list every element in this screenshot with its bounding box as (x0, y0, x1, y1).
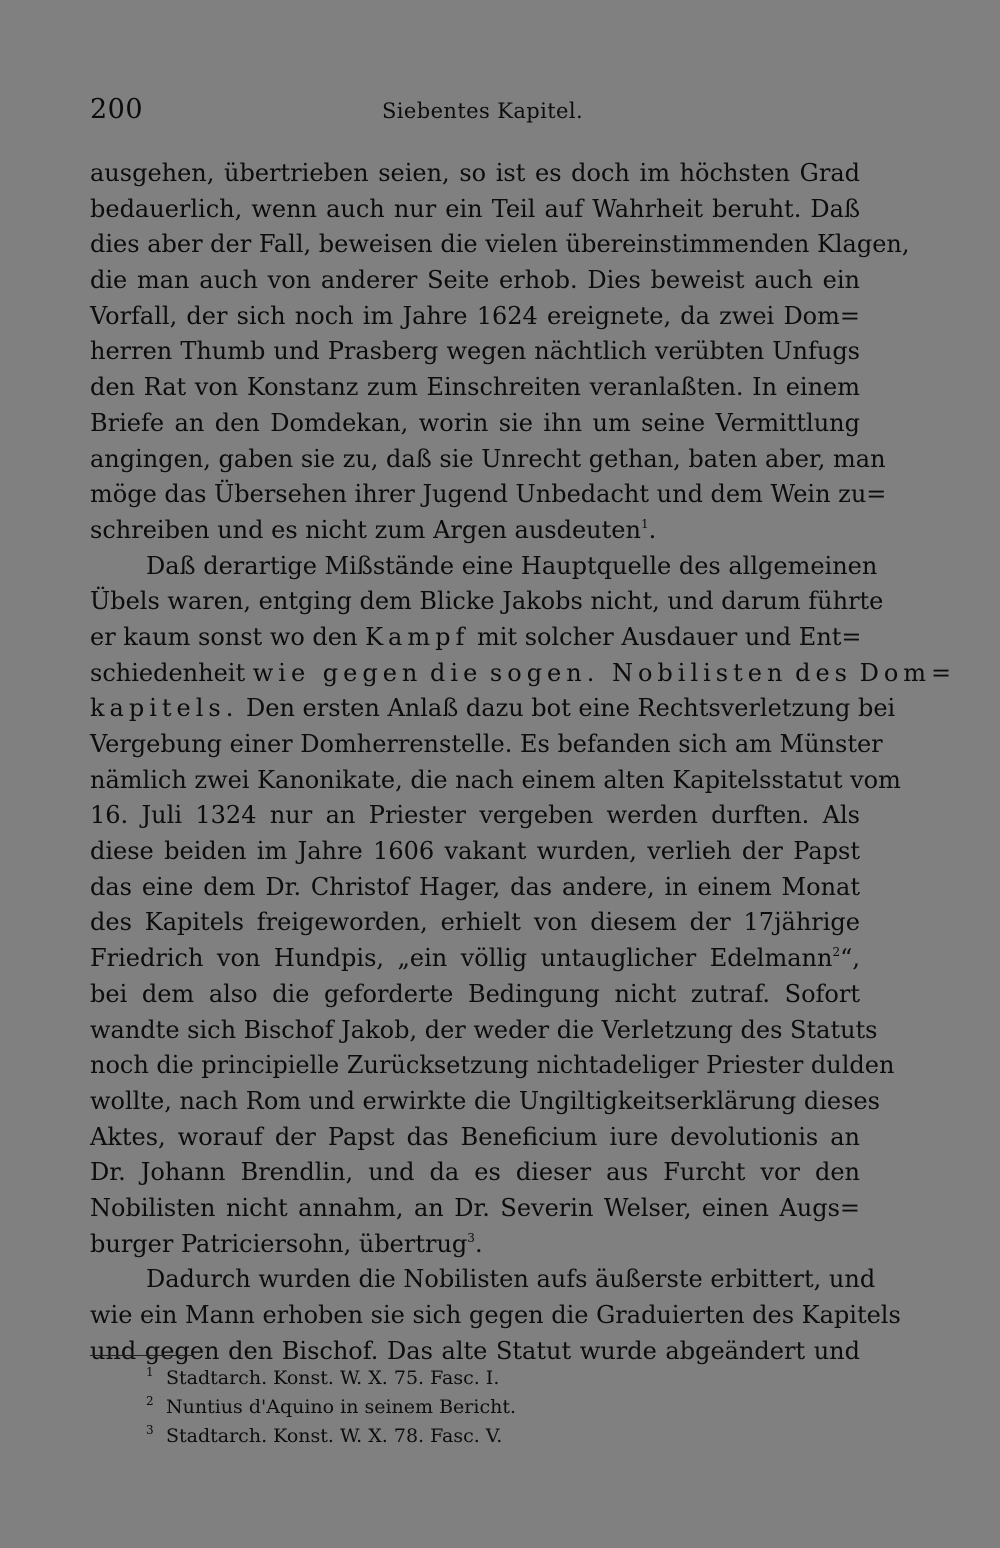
text-line (90, 941, 860, 977)
line-text: schreiben und es nicht zum Argen ausdeuten (90, 515, 641, 544)
line-text: die (430, 658, 483, 687)
footnote-2: 2 Nuntius d'Aquino in seinem Bericht. (146, 1394, 517, 1418)
footnote-1: 1 Stadtarch. Konst. W. X. 75. Fasc. I. (146, 1365, 500, 1389)
text-line: ausgehen, übertrieben seien, so ist es doch im höchsten Grad (90, 159, 860, 187)
punctuation: “, (840, 944, 860, 973)
text-line (90, 691, 896, 727)
punctuation: . (474, 1229, 483, 1258)
text-line: 16. Juli 1324 nur an Priester vergeben werden durften. Als (90, 801, 860, 830)
text-line: Vorfall, der sich noch im Jahre 1624 ereignete, da zwei Dom= (90, 301, 860, 330)
text-line: Daß derartige Mißstände eine Hauptquelle des allgemeinen (146, 551, 878, 580)
text-line: wandte sich Bischof Jakob, der weder die Verletzung des Statuts (90, 1015, 878, 1044)
spaced-word: sogen. Nobilisten (489, 658, 788, 687)
text-line: diese beiden im Jahre 1606 vakant wurden, verlieh der Papst (90, 837, 860, 866)
text-line: Briefe an den Domdekan, worin sie ihn um seine Vermittlung (90, 408, 860, 437)
text-line: herren Thumb und Prasberg wegen nächtlich verübten Unfugs (90, 337, 860, 366)
page-header (90, 92, 860, 132)
text-line: Aktes, worauf der Papst das Beneficium iure devolutionis an (90, 1122, 860, 1151)
text-line: wie ein Mann erhoben sie sich gegen die Graduierten des Kapitels (90, 1301, 901, 1329)
text-line: bedauerlich, wenn auch nur ein Teil auf Wahrheit beruht. Daß (90, 194, 860, 223)
text-line: nämlich zwei Kanonikate, die nach einem alten Kapitelsstatut vom (90, 765, 901, 794)
text-line (90, 620, 860, 656)
punctuation: . (648, 515, 657, 544)
text-line: und gegen den Bischof. Das alte Statut wurde abgeändert und (90, 1336, 860, 1365)
line-text: er kaum sonst wo den (90, 622, 358, 651)
running-title: Siebentes Kapitel. (382, 99, 584, 123)
footnote-ref-3: 3 (467, 1230, 475, 1245)
spaced-word: Kampf (365, 622, 470, 651)
spaced-word: wie gegen (252, 658, 423, 687)
spaced-word: kapitels. (90, 694, 239, 723)
line-text: mit solcher Ausdauer und Ent= (477, 622, 862, 651)
footnote-text: Stadtarch. Konst. W. X. 78. Fasc. V. (166, 1425, 503, 1447)
text-line: angingen, gaben sie zu, daß sie Unrecht gethan, baten aber, man (90, 444, 886, 473)
text-line: den Rat von Konstanz zum Einschreiten veranlaßten. In einem (90, 373, 860, 402)
line-text: Friedrich von Hundpis, „ein völlig untauglicher Edelmann (90, 944, 833, 973)
text-line: Übels waren, entging dem Blicke Jakobs nicht, und darum führte (90, 587, 884, 616)
text-line: Nobilisten nicht annahm, an Dr. Severin Welser, einen Augs= (90, 1193, 860, 1222)
footnote-divider (90, 1355, 194, 1356)
text-line (90, 656, 957, 692)
text-line: möge das Übersehen ihrer Jugend Unbedacht und dem Wein zu= (90, 480, 887, 509)
footnote-text: Stadtarch. Konst. W. X. 75. Fasc. I. (166, 1367, 500, 1389)
line-text: Den ersten Anlaß dazu bot eine Rechtsverletzung bei (246, 694, 896, 723)
text-line: Dadurch wurden die Nobilisten aufs äußerste erbittert, und (146, 1265, 876, 1294)
page-number: 200 (90, 94, 144, 125)
footnote-ref-2: 2 (832, 945, 841, 960)
text-line: bei dem also die geforderte Bedingung nicht zutraf. Sofort (90, 979, 860, 1008)
text-line: das eine dem Dr. Christof Hager, das andere, in einem Monat (90, 872, 860, 901)
spaced-word: Dom= (859, 658, 957, 687)
footnotes (146, 1364, 846, 1451)
line-text: schiedenheit (90, 658, 246, 687)
text-line: die man auch von anderer Seite erhob. Dies beweist auch ein (90, 266, 860, 295)
line-text: burger Patriciersohn, übertrug (90, 1229, 468, 1258)
text-line: Vergebung einer Domherrenstelle. Es befanden sich am Münster (90, 730, 883, 758)
main-text (90, 156, 957, 1369)
line-text: des (795, 658, 852, 687)
text-line: noch die principielle Zurücksetzung nichtadeliger Priester dulden (90, 1051, 895, 1080)
footnote-3: 3 Stadtarch. Konst. W. X. 78. Fasc. V. (146, 1423, 503, 1447)
footnote-text: Nuntius d'Aquino in seinem Bericht. (166, 1396, 517, 1418)
text-line (90, 1227, 860, 1263)
text-line: Dr. Johann Brendlin, und da es dieser aus Furcht vor den (90, 1158, 860, 1187)
text-line: des Kapitels freigeworden, erhielt von diesem der 17jährige (90, 908, 860, 937)
text-line: dies aber der Fall, beweisen die vielen übereinstimmenden Klagen, (90, 230, 910, 259)
text-line: wollte, nach Rom und erwirkte die Ungiltigkeitserklärung dieses (90, 1086, 880, 1115)
footnote-ref-1: 1 (640, 516, 649, 531)
text-line (90, 513, 860, 549)
